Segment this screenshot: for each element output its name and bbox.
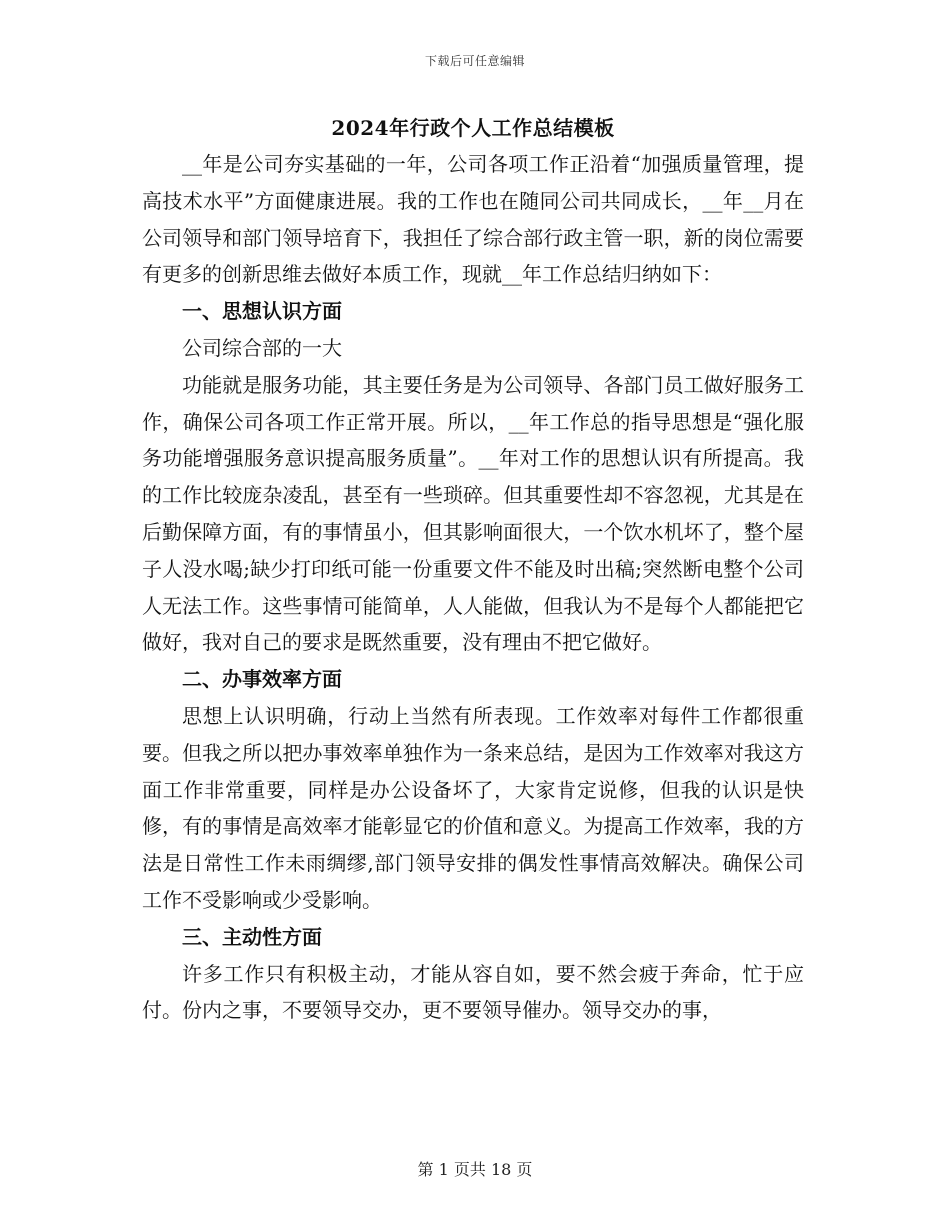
section-paragraph: 许多工作只有积极主动，才能从容自如，要不然会疲于奔命，忙于应付。份内之事，不要领导交办，更不要领导催办。领导交办的事，: [142, 961, 804, 1023]
page-number-footer: 第 1 页共 18 页: [417, 1160, 533, 1179]
header-note: 下载后可任意编辑: [424, 54, 525, 68]
section-heading: 三、主动性方面: [182, 924, 322, 949]
section-paragraph: 公司综合部的一大: [182, 335, 342, 360]
section-heading: 一、思想认识方面: [182, 299, 342, 324]
section-paragraph: 功能就是服务功能，其主要任务是为公司领导、各部门员工做好服务工作，确保公司各项工作正常开展。所以，__年工作总的指导思想是“强化服务功能增强服务意识提高服务质量”。__年对工作的思想认识有所提高。我的工作比较庞杂凌乱，甚至有一些琐碎。但其重要性却不容忽视，尤其是在后勤保障方面，有的事情虽小，但其影响面很大，一个饮水机坏了，整个屋子人没水喝;缺少打印纸可能一份重要文件不能及时出稿;突然断电整个公司人无法工作。这些事情可能简单，人人能做，但我认为不是每个人都能把它做好，我对自己的要求是既然重要，没有理由不把它做好。: [142, 372, 804, 655]
intro-paragraph: __年是公司夯实基础的一年，公司各项工作正沿着“加强质量管理，提高技术水平”方面健康进展。我的工作也在随同公司共同成长，__年__月在公司领导和部门领导培育下，我担任了综合部行政主管一职，新的岗位需要有更多的创新思维去做好本质工作，现就__年工作总结归纳如下：: [142, 152, 804, 287]
document-body: [142, 110, 804, 1029]
document-title: 2024年行政个人工作总结模板: [331, 116, 615, 140]
section-heading: 二、办事效率方面: [182, 667, 342, 692]
section-paragraph: 思想上认识明确，行动上当然有所表现。工作效率对每件工作都很重要。但我之所以把办事效率单独作为一条来总结，是因为工作效率对我这方面工作非常重要，同样是办公设备坏了，大家肯定说修，但我的认识是快修，有的事情是高效率才能彰显它的价值和意义。为提高工作效率，我的方法是日常性工作未雨绸缪,部门领导安排的偶发性事情高效解决。确保公司工作不受影响或少受影响。: [142, 703, 804, 912]
